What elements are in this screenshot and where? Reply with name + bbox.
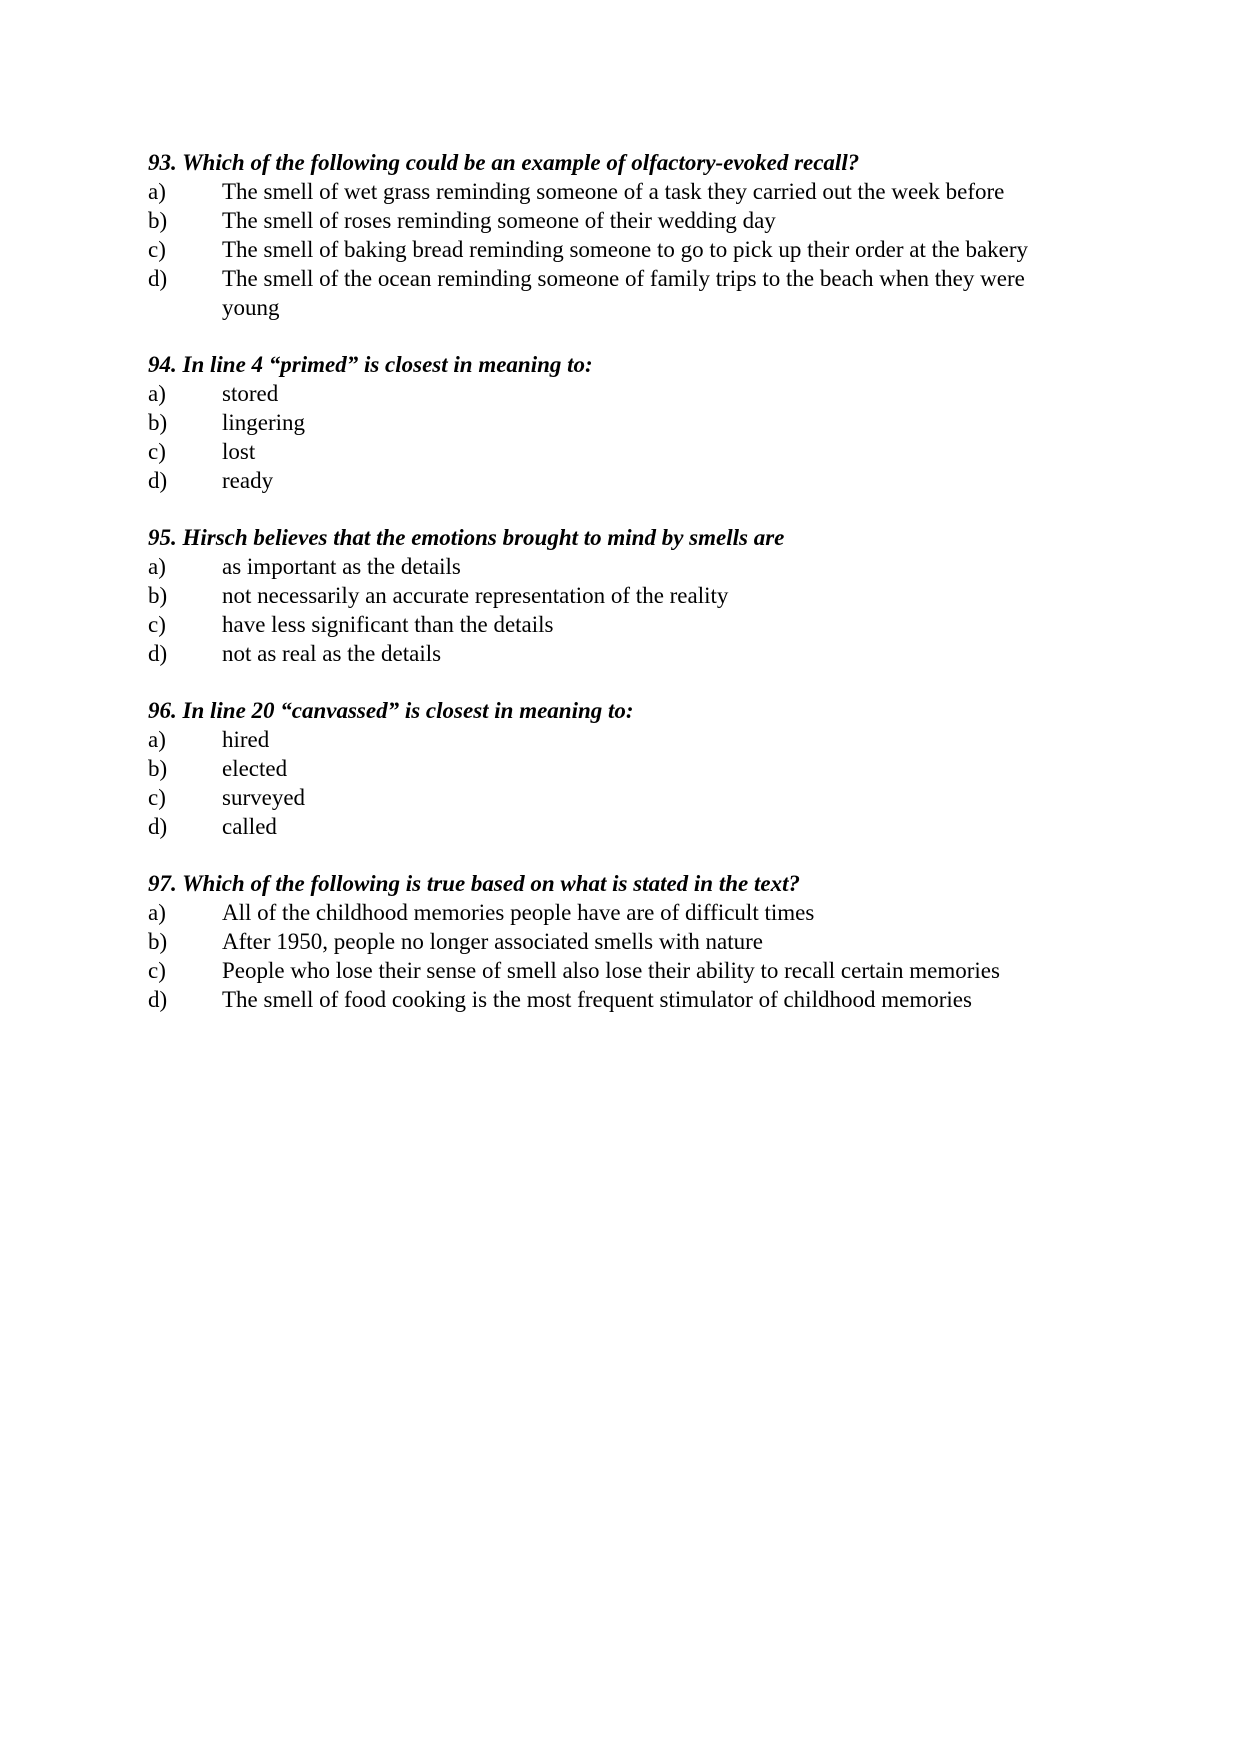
option-text: lingering: [222, 410, 306, 435]
answer-option: [148, 985, 1088, 1014]
answer-option: [148, 639, 1088, 668]
option-letter: a): [148, 554, 166, 579]
answer-option: [148, 783, 1088, 812]
option-letter: a): [148, 179, 166, 204]
question-title: 94. In line 4 “primed” is closest in meaning to:: [148, 352, 593, 377]
question-title: 93. Which of the following could be an example of olfactory-evoked recall?: [148, 150, 860, 175]
answer-option: [148, 466, 1088, 495]
question-94: [148, 350, 1088, 495]
option-text: The smell of food cooking is the most frequent stimulator of childhood memories: [222, 987, 972, 1012]
option-letter: d): [148, 641, 168, 666]
question-title: 95. Hirsch believes that the emotions brought to mind by smells are: [148, 525, 785, 550]
option-text: surveyed: [222, 785, 306, 810]
answer-option: [148, 754, 1088, 783]
option-letter: c): [148, 958, 166, 983]
option-text: elected: [222, 756, 288, 781]
answer-option: [148, 437, 1088, 466]
answer-option: [148, 610, 1088, 639]
option-letter: c): [148, 439, 166, 464]
option-letter: b): [148, 756, 168, 781]
option-text: have less significant than the details: [222, 612, 554, 637]
option-letter: b): [148, 583, 168, 608]
option-letter: b): [148, 410, 168, 435]
answer-option: [148, 206, 1088, 235]
question-list: [148, 148, 1088, 1042]
answer-option: [148, 581, 1088, 610]
option-letter: d): [148, 814, 168, 839]
option-text: The smell of baking bread reminding someone to go to pick up their order at the bakery: [222, 237, 1029, 262]
option-text: not necessarily an accurate representation of the reality: [222, 583, 729, 608]
option-text: hired: [222, 727, 270, 752]
option-letter: c): [148, 785, 166, 810]
answer-option: [148, 812, 1088, 841]
option-text: The smell of the ocean reminding someone of family trips to the beach when they were young: [222, 266, 1025, 320]
option-letter: d): [148, 266, 168, 291]
option-text: lost: [222, 439, 256, 464]
option-text: People who lose their sense of smell also lose their ability to recall certain memories: [222, 958, 1000, 983]
answer-option: [148, 379, 1088, 408]
option-letter: d): [148, 987, 168, 1012]
option-letter: b): [148, 929, 168, 954]
option-text: After 1950, people no longer associated smells with nature: [222, 929, 763, 954]
question-title: 96. In line 20 “canvassed” is closest in meaning to:: [148, 698, 634, 723]
question-95: [148, 523, 1088, 668]
answer-option: [148, 177, 1088, 206]
option-letter: c): [148, 237, 166, 262]
question-title: 97. Which of the following is true based on what is stated in the text?: [148, 871, 800, 896]
answer-option: [148, 956, 1088, 985]
answer-option: [148, 235, 1088, 264]
answer-option: [148, 552, 1088, 581]
option-letter: c): [148, 612, 166, 637]
option-letter: d): [148, 468, 168, 493]
question-97: [148, 869, 1088, 1014]
option-text: The smell of roses reminding someone of their wedding day: [222, 208, 776, 233]
answer-option: [148, 408, 1088, 437]
option-text: called: [222, 814, 277, 839]
option-text: not as real as the details: [222, 641, 442, 666]
option-letter: b): [148, 208, 168, 233]
question-96: [148, 696, 1088, 841]
option-letter: a): [148, 900, 166, 925]
option-text: ready: [222, 468, 274, 493]
option-text: stored: [222, 381, 279, 406]
answer-option: [148, 898, 1088, 927]
option-text: All of the childhood memories people have are of difficult times: [222, 900, 815, 925]
answer-option: [148, 264, 1088, 322]
answer-option: [148, 725, 1088, 754]
option-text: as important as the details: [222, 554, 461, 579]
option-letter: a): [148, 381, 166, 406]
question-93: [148, 148, 1088, 322]
option-letter: a): [148, 727, 166, 752]
answer-option: [148, 927, 1088, 956]
option-text: The smell of wet grass reminding someone of a task they carried out the week before: [222, 179, 1005, 204]
